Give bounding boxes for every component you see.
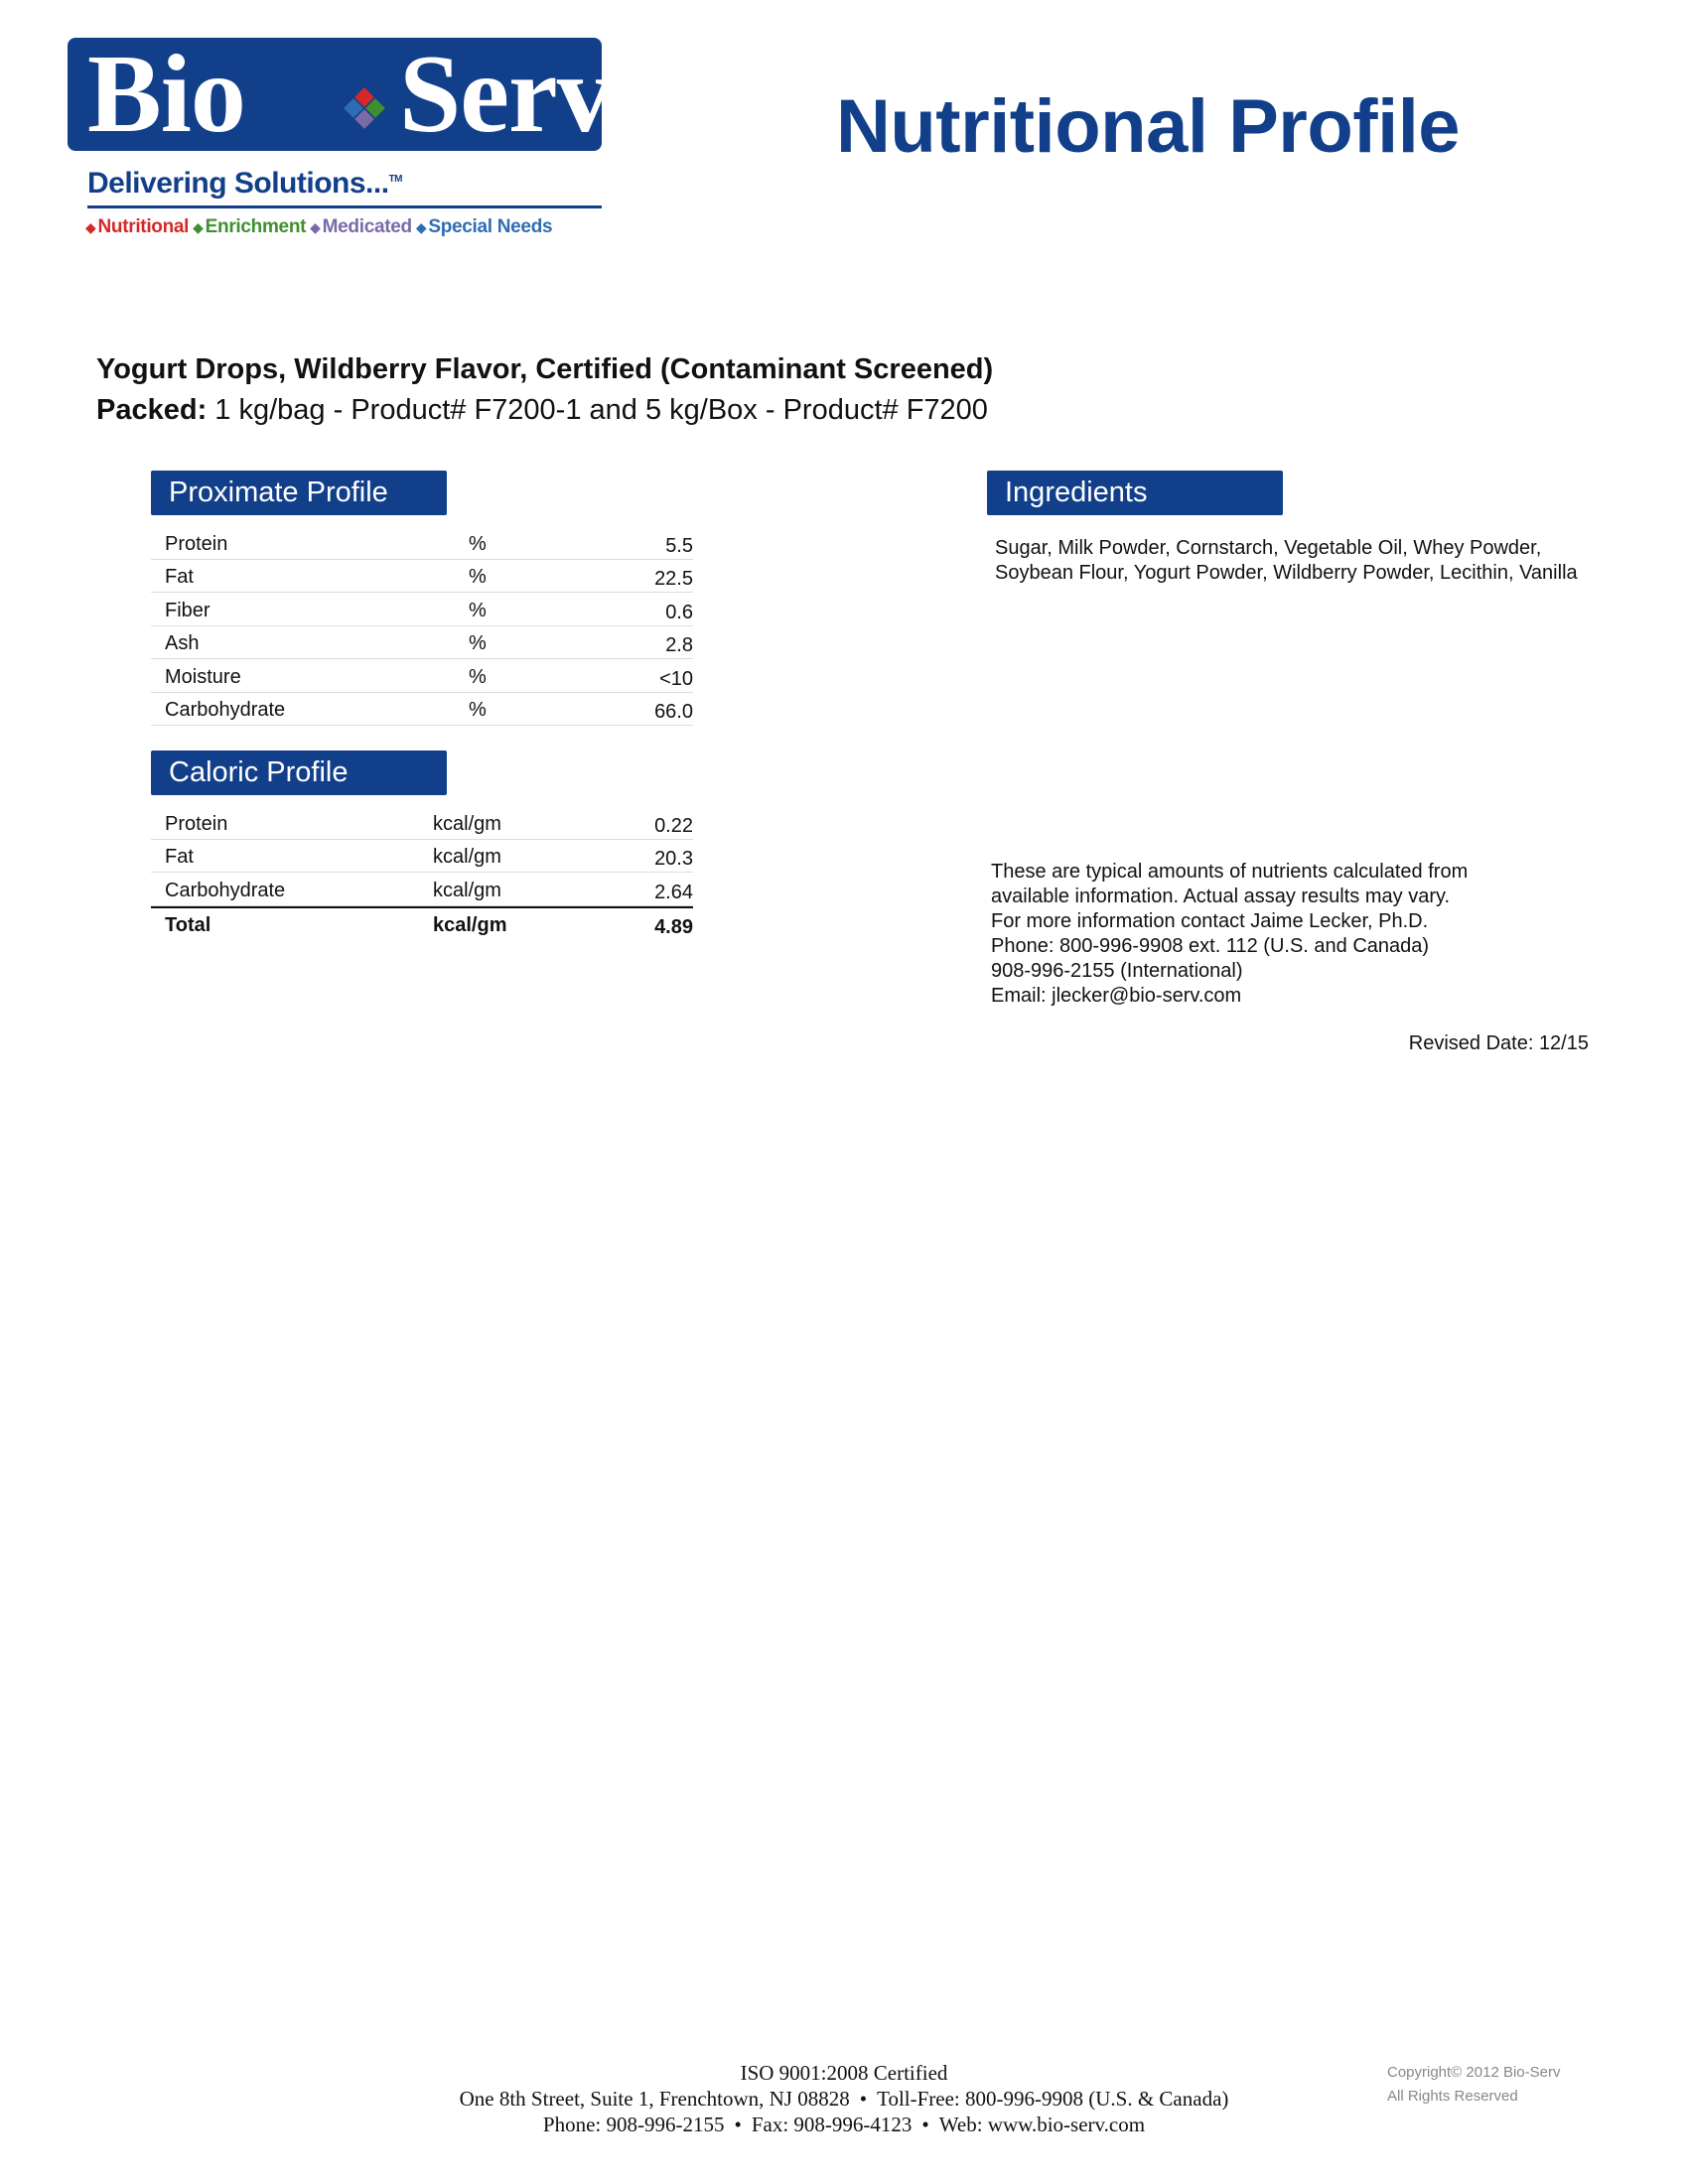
rights-line: All Rights Reserved	[1387, 2088, 1518, 2105]
footer-separator: •	[859, 2087, 868, 2111]
nutrient-unit: %	[469, 599, 487, 621]
info-line: Phone: 800-996-9908 ext. 112 (U.S. and Canada)	[991, 935, 1430, 957]
nutrient-value: <10	[659, 667, 693, 690]
nutrient-unit: kcal/gm	[433, 914, 507, 936]
footer-fax: Fax: 908-996-4123	[751, 2113, 913, 2136]
nutrient-value: 4.89	[654, 916, 693, 938]
nutrient-name: Moisture	[165, 665, 241, 688]
footer-tollfree: Toll-Free: 800-996-9908 (U.S. & Canada)	[877, 2087, 1229, 2111]
logo-categories	[85, 216, 556, 238]
nutrient-unit: %	[469, 632, 487, 654]
nutrient-unit: kcal/gm	[433, 846, 501, 868]
proximate-profile-table	[151, 526, 693, 726]
footer-address: One 8th Street, Suite 1, Frenchtown, NJ 08828	[459, 2087, 850, 2111]
table-row	[151, 659, 693, 693]
nutrient-name: Protein	[165, 532, 228, 555]
brand-logo	[68, 33, 662, 156]
category-label: Special Needs	[428, 216, 553, 237]
logo-text-bio: Bio	[87, 33, 245, 156]
table-row	[151, 806, 693, 840]
table-row	[151, 840, 693, 874]
nutrient-info-note	[991, 860, 1587, 1009]
nutrient-name: Fiber	[165, 599, 211, 621]
nutrient-name: Fat	[165, 566, 194, 588]
table-total-row	[151, 906, 693, 941]
product-name: Yogurt Drops, Wildberry Flavor, Certified (Contaminant Screened)	[96, 353, 994, 385]
category-label: Medicated	[322, 216, 412, 237]
proximate-profile-header: Proximate Profile	[151, 471, 447, 515]
table-row	[151, 526, 693, 560]
registered-mark: R	[649, 97, 667, 115]
logo-tagline	[87, 167, 402, 201]
category-label: Nutritional	[97, 216, 190, 237]
footer-contact-line	[0, 2113, 1688, 2137]
nutrient-name: Ash	[165, 632, 200, 654]
category-medicated	[310, 216, 412, 237]
nutrient-unit: %	[469, 699, 487, 721]
nutrient-name: Total	[165, 914, 211, 936]
nutrient-value: 0.6	[665, 601, 693, 623]
nutrient-unit: kcal/gm	[433, 879, 501, 901]
caloric-profile-table	[151, 806, 693, 940]
nutrient-name: Carbohydrate	[165, 879, 286, 901]
category-label: Enrichment	[205, 216, 307, 237]
tagline-divider	[87, 205, 602, 208]
diamond-bullet-icon: ◆	[193, 219, 204, 235]
packed-text: 1 kg/bag - Product# F7200-1 and 5 kg/Box - Product# F7200	[207, 394, 988, 426]
nutrient-name: Protein	[165, 812, 228, 835]
nutrient-value: 2.64	[654, 881, 693, 903]
nutrient-unit: %	[469, 532, 487, 555]
info-line: For more information contact Jaime Lecker, Ph.D.	[991, 910, 1429, 932]
tagline-text: Delivering Solutions...	[87, 167, 389, 200]
caloric-profile-header: Caloric Profile	[151, 751, 447, 795]
nutrient-value: 0.22	[654, 814, 693, 837]
table-row	[151, 626, 693, 660]
nutrient-unit: %	[469, 665, 487, 688]
table-row	[151, 873, 693, 906]
info-line: Email: jlecker@bio-serv.com	[991, 985, 1242, 1007]
revised-date: Revised Date: 12/15	[1408, 1032, 1589, 1054]
page-title: Nutritional Profile	[836, 84, 1461, 169]
ingredients-text: Sugar, Milk Powder, Cornstarch, Vegetable Oil, Whey Powder, Soybean Flour, Yogurt Powder, Wildberry Powder, Lecithin, Vanilla	[995, 537, 1578, 584]
copyright-notice	[1387, 2061, 1560, 2109]
footer-separator: •	[734, 2113, 742, 2136]
nutrient-value: 66.0	[654, 701, 693, 723]
logo-diamond-icon	[342, 86, 397, 142]
diamond-bullet-icon: ◆	[415, 219, 427, 235]
nutrient-unit: kcal/gm	[433, 812, 501, 835]
nutrient-value: 2.8	[665, 634, 693, 656]
ingredients-header: Ingredients	[987, 471, 1283, 515]
table-row	[151, 560, 693, 594]
info-line: available information. Actual assay results may vary.	[991, 886, 1451, 907]
nutrient-value: 22.5	[654, 568, 693, 590]
category-special-needs	[416, 216, 552, 237]
nutrient-name: Carbohydrate	[165, 699, 286, 721]
packed-info	[96, 394, 988, 427]
nutrient-name: Fat	[165, 846, 194, 868]
category-nutritional	[85, 216, 189, 237]
footer-certification: ISO 9001:2008 Certified	[740, 2061, 948, 2085]
table-row	[151, 593, 693, 626]
copyright-line: Copyright© 2012 Bio-Serv	[1387, 2064, 1561, 2081]
footer-separator: •	[921, 2113, 929, 2136]
trademark-mark: TM	[388, 174, 402, 185]
nutrient-value: 20.3	[654, 848, 693, 870]
diamond-bullet-icon: ◆	[85, 219, 96, 235]
logo-text-serv: Serv	[399, 33, 612, 156]
packed-label: Packed:	[96, 394, 208, 426]
category-enrichment	[193, 216, 306, 237]
table-row	[151, 693, 693, 727]
diamond-bullet-icon: ◆	[310, 219, 321, 235]
nutrient-unit: %	[469, 566, 487, 588]
footer-web: Web: www.bio-serv.com	[938, 2113, 1146, 2136]
info-line: 908-996-2155 (International)	[991, 960, 1243, 982]
footer-phone: Phone: 908-996-2155	[542, 2113, 725, 2136]
nutrient-value: 5.5	[665, 534, 693, 557]
info-line: These are typical amounts of nutrients calculated from	[991, 861, 1469, 883]
